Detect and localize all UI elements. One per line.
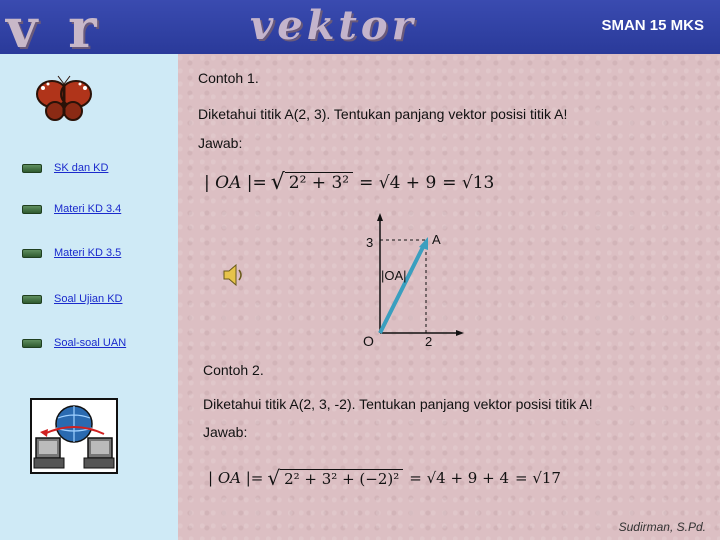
sidebar-item-label[interactable]: SK dan KD (54, 162, 109, 174)
logo-vr: v r (6, 0, 103, 54)
sidebar-item-soal-uan[interactable] (22, 336, 126, 350)
graph-label-y: 3 (366, 235, 374, 250)
graph-label-x: 2 (425, 334, 433, 349)
sqrt-icon: √ (270, 170, 285, 195)
butterfly-icon (34, 74, 94, 124)
speaker-icon[interactable] (222, 262, 246, 288)
formula-radicand: 2² + 3² + (−2)² (280, 469, 403, 488)
sidebar-item-materi-3-4[interactable] (22, 202, 121, 216)
example2-answer-label: Jawab: (203, 424, 248, 440)
school-name: SMAN 15 MKS (601, 17, 704, 34)
sidebar-item-label[interactable]: Soal-soal UAN (54, 337, 127, 349)
example1-problem: Diketahui titik A(2, 3). Tentukan panjang vektor posisi titik A! (198, 106, 568, 122)
author-signature: Sudirman, S.Pd. (618, 520, 706, 534)
formula-lhs: | OA |= (208, 469, 264, 487)
example2-title: Contoh 2. (203, 362, 264, 378)
formula-radicand: 2² + 3² (285, 172, 353, 193)
logo-title: vektor (250, 2, 417, 49)
sidebar-item-soal-ujian[interactable] (22, 292, 122, 306)
formula-result: = √13 (442, 172, 495, 193)
graph-label-vector: |OA| (381, 268, 407, 283)
formula-lhs: | OA |= (204, 172, 267, 193)
bullet-icon (22, 295, 42, 304)
vector-oa (380, 245, 424, 333)
sidebar-item-label[interactable]: Materi KD 3.5 (54, 247, 122, 259)
vector-graph (358, 209, 468, 349)
computer-network-icon[interactable] (30, 398, 118, 474)
header-banner (0, 0, 720, 54)
bullet-icon (22, 249, 42, 258)
bullet-icon (22, 339, 42, 348)
graph-label-point: A (432, 232, 441, 247)
sidebar-item-label[interactable]: Soal Ujian KD (54, 293, 123, 305)
example2-problem: Diketahui titik A(2, 3, -2). Tentukan panjang vektor posisi titik A! (203, 396, 593, 412)
graph-label-origin: O (363, 333, 374, 349)
x-axis-arrow (456, 330, 464, 336)
example1-title: Contoh 1. (198, 70, 259, 86)
content-area (178, 54, 720, 540)
y-axis-arrow (377, 213, 383, 221)
sidebar-item-materi-3-5[interactable] (22, 246, 121, 260)
sidebar-item-sk-kd[interactable] (22, 161, 108, 175)
bullet-icon (22, 164, 42, 173)
formula-middle: = √4 + 9 (359, 172, 437, 193)
formula-middle: = √4 + 9 + 4 (409, 469, 509, 487)
example1-formula (204, 170, 494, 195)
formula-result: = √17 (514, 469, 561, 487)
sqrt-icon: √ (267, 466, 281, 490)
sidebar-item-label[interactable]: Materi KD 3.4 (54, 203, 122, 215)
example2-formula (208, 466, 561, 490)
example1-answer-label: Jawab: (198, 135, 243, 151)
bullet-icon (22, 205, 42, 214)
sidebar (0, 54, 178, 540)
